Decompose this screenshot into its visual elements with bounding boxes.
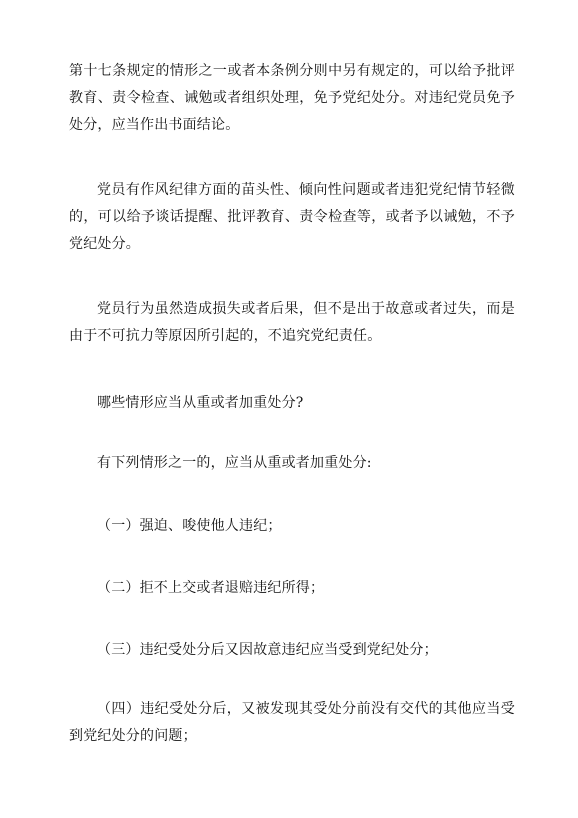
list-item-3: （三）违纪受处分后又因故意违纪应当受到党纪处分； — [97, 642, 438, 658]
paragraph-minor-violation: 党员有作风纪律方面的苗头性、倾向性问题或者违犯党纪情节轻微的，可以给予谈话提醒、批评教育、责令检查等，或者予以诫勉，不予党纪处分。 — [69, 182, 515, 252]
paragraph-question-heading: 哪些情形应当从重或者加重处分? — [97, 395, 304, 411]
list-item-4: （四）违纪受处分后，又被发现其受处分前没有交代的其他应当受到党纪处分的问题； — [69, 701, 515, 744]
list-item-2: （二）拒不上交或者退赔违纪所得； — [97, 580, 325, 596]
list-item-1: （一）强迫、唆使他人违纪； — [97, 518, 282, 534]
paragraph-intro-list: 有下列情形之一的，应当从重或者加重处分: — [97, 455, 372, 471]
paragraph-continuation: 第十七条规定的情形之一或者本条例分则中另有规定的，可以给予批评教育、责令检查、诫勉或者组织处理，免予党纪处分。对违纪党员免予处分，应当作出书面结论。 — [69, 63, 515, 133]
paragraph-force-majeure: 党员行为虽然造成损失或者后果，但不是出于故意或者过失，而是由于不可抗力等原因所引起的，不追究党纪责任。 — [69, 301, 515, 344]
